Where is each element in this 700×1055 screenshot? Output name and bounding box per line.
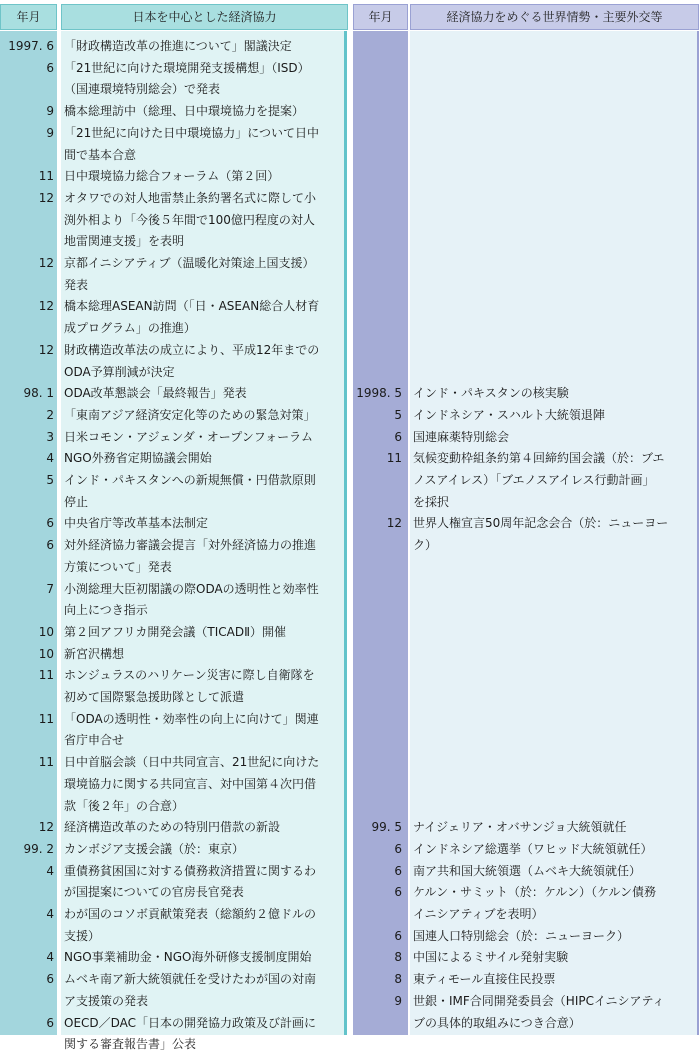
left-row-year: 11 bbox=[38, 711, 54, 726]
right-row-text: 世界人権宣言50周年記念会合（於：ニューヨー bbox=[413, 516, 669, 531]
right-row-year: 6 bbox=[394, 863, 402, 878]
left-row-text: 支援） bbox=[64, 928, 101, 943]
left-row-year: 10 bbox=[38, 624, 54, 639]
left-row-year: 12 bbox=[38, 299, 54, 314]
left-row-text: 日米コモン・アジェンダ・オープンフォーラム bbox=[64, 429, 314, 444]
left-row-text: 省庁申合せ bbox=[64, 733, 125, 748]
header-year-left: 年月 bbox=[0, 4, 57, 30]
right-row-text: ク） bbox=[413, 538, 438, 553]
left-row-year: 11 bbox=[38, 755, 54, 770]
left-row-text: インド・パキスタンへの新規無償・円借款原則 bbox=[64, 473, 316, 487]
left-row-text: 経済構造改革のための特別円借款の新設 bbox=[64, 820, 281, 835]
right-row-text: イニシアティブを表明） bbox=[413, 907, 544, 921]
left-row-text: 関する審査報告書」公表 bbox=[64, 1037, 197, 1052]
left-row-text: 「ODAの透明性・効率性の向上に向けて」関連 bbox=[64, 711, 319, 726]
left-row-text: 方策について」発表 bbox=[64, 559, 172, 574]
right-row-year: 12 bbox=[386, 516, 402, 531]
right-row-text: 気候変動枠組条約第４回締約国会議（於：ブエ bbox=[413, 451, 665, 466]
left-row-year: 5 bbox=[46, 473, 54, 487]
right-row-text: ノスアイレス）「ブエノスアイレス行動計画」 bbox=[413, 473, 655, 487]
left-row-year: 6 bbox=[46, 60, 54, 75]
left-row-text: 財政構造改革法の成立により、平成12年までの bbox=[64, 342, 320, 357]
left-row-year: 9 bbox=[46, 104, 54, 119]
left-row-text: NGO事業補助金・NGO海外研修支援制度開始 bbox=[64, 950, 312, 965]
left-row-year: 6 bbox=[46, 516, 54, 531]
left-row-year: 4 bbox=[46, 863, 54, 878]
left-row-year: 4 bbox=[46, 907, 54, 921]
left-row-text: オタワでの対人地雷禁止条約署名式に際して小 bbox=[64, 190, 317, 205]
left-row-year: 7 bbox=[46, 581, 54, 596]
right-row-text: を採択 bbox=[413, 494, 450, 509]
left-row-text: が国提案についての官房長官発表 bbox=[64, 885, 244, 900]
left-row-year: 10 bbox=[38, 646, 54, 661]
left-row-text: 橋本総理訪中（総理、日中環境協力を提案） bbox=[64, 104, 305, 119]
right-row-text: 国連人口特別総会（於：ニューヨーク） bbox=[413, 928, 630, 943]
left-row-text: （国連環境特別総会）で発表 bbox=[64, 82, 221, 97]
right-row-year: 6 bbox=[394, 885, 402, 900]
left-row-text: 「財政構造改革の推進について」閣議決定 bbox=[64, 39, 292, 53]
left-row-year: 99. 2 bbox=[23, 841, 54, 856]
right-row-text: 東ティモール直接住民投票 bbox=[413, 972, 556, 987]
right-row-year: 9 bbox=[394, 993, 402, 1008]
left-row-year: 11 bbox=[38, 169, 54, 184]
left-row-text: 中央省庁等改革基本法制定 bbox=[64, 516, 209, 531]
left-row-year: 11 bbox=[38, 668, 54, 683]
left-row-text: 発表 bbox=[64, 277, 89, 292]
left-row-text: NGO外務省定期協議会開始 bbox=[64, 451, 212, 466]
header-year-right: 年月 bbox=[353, 4, 408, 30]
right-row-text: インド・パキスタンの核実験 bbox=[413, 386, 569, 401]
left-row-year: 12 bbox=[38, 190, 54, 205]
left-row-year: 2 bbox=[46, 407, 54, 422]
right-row-text: インドネシア・スハルト大統領退陣 bbox=[413, 407, 605, 422]
right-row-text: インドネシア総選挙（ワヒッド大統領就任） bbox=[413, 841, 653, 856]
right-row-text: 中国によるミサイル発射実験 bbox=[413, 950, 569, 965]
left-row-text: 小渕総理大臣初閣議の際ODAの透明性と効率性 bbox=[64, 581, 319, 596]
left-row-text: 日中首脳会談（日中共同宣言、21世紀に向けた bbox=[64, 755, 320, 770]
right-row-year: 8 bbox=[394, 950, 402, 965]
right-row-year: 6 bbox=[394, 429, 402, 444]
left-row-text: OECD／DAC「日本の開発協力政策及び計画に bbox=[64, 1015, 317, 1030]
left-row-text: 款「後２年」の合意） bbox=[64, 798, 185, 813]
right-row-year: 99. 5 bbox=[371, 820, 402, 835]
right-row-text: 国連麻薬特別総会 bbox=[413, 429, 510, 444]
left-row-year: 98. 1 bbox=[23, 386, 54, 401]
left-row-text: ホンジュラスのハリケーン災害に際し自衛隊を bbox=[64, 668, 315, 683]
left-row-text: 間で基本合意 bbox=[64, 147, 137, 162]
left-row-text: 地雷関連支援」を表明 bbox=[64, 234, 185, 249]
left-row-text: 成プログラム」の推進） bbox=[64, 321, 196, 336]
left-row-year: 12 bbox=[38, 342, 54, 357]
right-row-year: 1998. 5 bbox=[356, 386, 402, 401]
left-row-text: 向上につき指示 bbox=[64, 603, 148, 618]
left-row-text: ODA改革懇談会「最終報告」発表 bbox=[64, 386, 247, 401]
left-row-year: 1997. 6 bbox=[8, 39, 54, 53]
left-row-year: 4 bbox=[46, 451, 54, 466]
left-row-text: 「21世紀に向けた日中環境協力」について日中 bbox=[64, 125, 320, 140]
left-row-text: 停止 bbox=[64, 494, 89, 509]
right-row-text: ケルン・サミット（於：ケルン）（ケルン債務 bbox=[413, 885, 657, 900]
left-row-year: 6 bbox=[46, 972, 54, 987]
header-title-left: 日本を中心とした経済協力 bbox=[61, 4, 348, 30]
left-row-text: 日中環境協力総合フォーラム（第２回） bbox=[64, 169, 280, 184]
left-row-text: 渕外相より「今後５年間で100億円程度の対人 bbox=[64, 212, 315, 227]
left-row-year: 6 bbox=[46, 538, 54, 553]
right-row-text: ブの具体的取組みにつき合意） bbox=[413, 1015, 581, 1030]
right-row-text: 南ア共和国大統領選（ムベキ大統領就任） bbox=[413, 863, 642, 878]
left-row-year: 4 bbox=[46, 950, 54, 965]
left-row-text: 「21世紀に向けた環境開発支援構想」（ISD） bbox=[64, 60, 310, 75]
right-row-text: ナイジェリア・オバサンジョ大統領就任 bbox=[413, 820, 627, 835]
left-row-text: ア支援策の発表 bbox=[64, 993, 149, 1008]
left-row-text: ムベキ南ア新大統領就任を受けたわが国の対南 bbox=[64, 972, 317, 987]
left-row-text: カンボジア支援会議（於：東京） bbox=[64, 841, 245, 856]
left-row-year: 3 bbox=[46, 429, 54, 444]
left-row-text: 「東南アジア経済安定化等のための緊急対策」 bbox=[64, 407, 316, 422]
right-row-year: 6 bbox=[394, 928, 402, 943]
right-row-year: 6 bbox=[394, 841, 402, 856]
right-row-year: 5 bbox=[394, 407, 402, 422]
left-row-text: 初めて国際緊急援助隊として派遣 bbox=[64, 690, 245, 704]
left-row-year: 9 bbox=[46, 125, 54, 140]
left-row-text: 橋本総理ASEAN訪問（「日・ASEAN総合人材育 bbox=[64, 299, 320, 314]
left-row-year: 12 bbox=[38, 820, 54, 835]
right-row-text: 世銀・IMF合同開発委員会（HIPCイニシアティ bbox=[413, 993, 665, 1008]
left-row-text: 京都イニシアティブ（温暖化対策途上国支援） bbox=[64, 256, 315, 270]
left-row-year: 12 bbox=[38, 256, 54, 270]
header-title-right: 経済協力をめぐる世界情勢・主要外交等 bbox=[410, 4, 699, 30]
left-row-text: わが国のコソボ貢献策発表（総額約２億ドルの bbox=[64, 907, 317, 921]
left-row-text: 第２回アフリカ開発会議（TICADⅡ）開催 bbox=[64, 624, 287, 639]
left-row-text: 環境協力に関する共同宣言、対中国第４次円借 bbox=[64, 776, 317, 791]
left-row-text: 重債務貧困国に対する債務救済措置に関するわ bbox=[64, 863, 317, 878]
left-row-text: 新宮沢構想 bbox=[64, 646, 125, 661]
right-row-year: 11 bbox=[386, 451, 402, 466]
right-row-year: 8 bbox=[394, 972, 402, 987]
left-row-text: 対外経済協力審議会提言「対外経済協力の推進 bbox=[64, 538, 317, 553]
left-row-year: 6 bbox=[46, 1015, 54, 1030]
left-row-text: ODA予算削減が決定 bbox=[64, 364, 175, 379]
